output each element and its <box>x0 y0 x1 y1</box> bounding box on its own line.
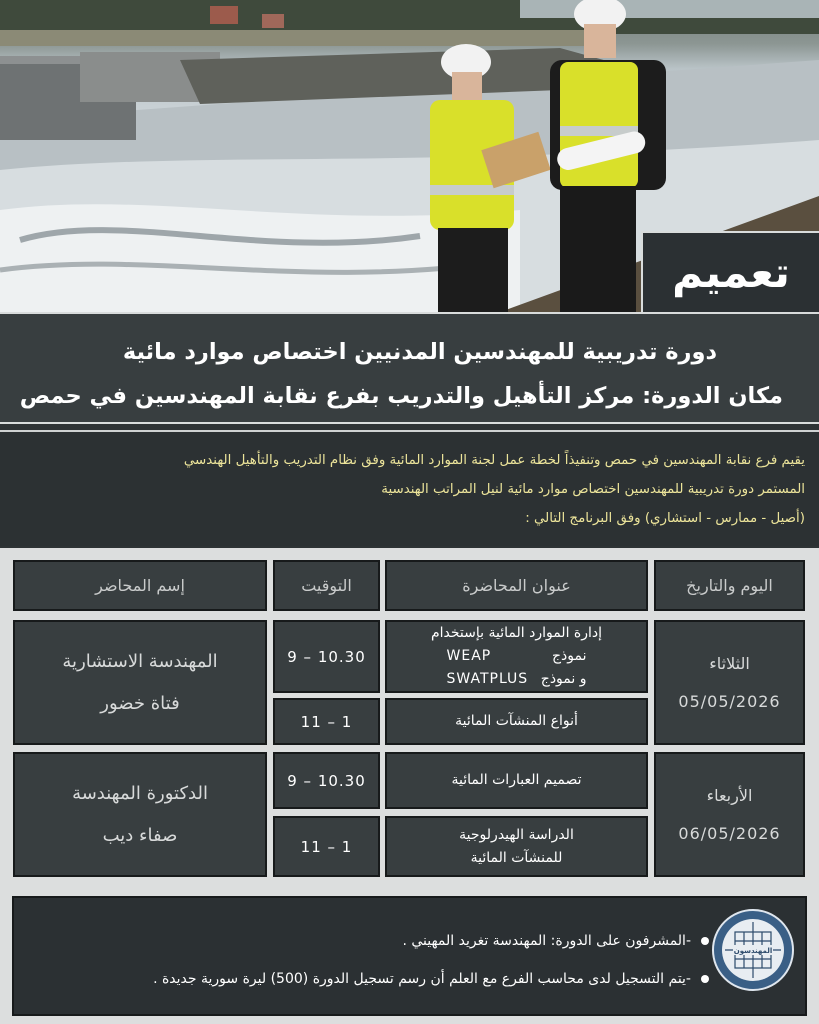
time-cell: 11 – 1 <box>273 816 380 877</box>
lecturer-title: المهندسة الاستشارية <box>62 650 218 672</box>
note-supervisor: -المشرفون على الدورة: المهندسة تغريد المهيني . <box>402 933 691 949</box>
footer-panel <box>12 896 807 1016</box>
intro-line-2: المستمر دورة تدريبية للمهندسين اختصاص موارد مائية لنيل المراتب الهندسية <box>381 482 805 497</box>
intro-line-3: (أصيل - ممارس - استشاري) وفق البرنامج التالي : <box>525 511 805 526</box>
course-location: مكان الدورة: مركز التأهيل والتدريب بفرع نقابة المهندسين في حمص <box>19 383 783 409</box>
topic-line: نموذج <box>552 648 587 664</box>
schedule-table <box>0 548 819 888</box>
header-time: التوقيت <box>273 560 380 611</box>
header-day-date: اليوم والتاريخ <box>654 560 805 611</box>
note-registration: -يتم التسجيل لدى محاسب الفرع مع العلم أن رسم تسجيل الدورة (500) ليرة سورية جديدة . <box>153 971 691 987</box>
day-name: الثلاثاء <box>709 653 750 673</box>
header-topic: عنوان المحاضرة <box>385 560 648 611</box>
topic-cell: أنواع المنشآت المائية <box>385 698 648 745</box>
circular-title: تعميم <box>672 248 790 297</box>
note-item <box>29 960 709 998</box>
bullet-icon <box>701 937 709 945</box>
lecturer-cell <box>13 620 267 745</box>
topic-cell: تصميم العبارات المائية <box>385 752 648 809</box>
day-date-cell <box>654 620 805 745</box>
topic-line: الدراسة الهيدرلوجية <box>459 826 574 843</box>
topic-line: و نموذج <box>540 671 587 687</box>
bullet-icon <box>701 975 709 983</box>
hero-photo <box>0 0 819 312</box>
notes-list <box>29 922 709 998</box>
intro-line-1: يقيم فرع نقابة المهندسين في حمص وتنفيذاً لخطة عمل لجنة الموارد المائية وفق نظام التدريب والتأهيل الهندسي <box>183 453 805 468</box>
time-cell: 11 – 1 <box>273 698 380 745</box>
model-name: WEAP <box>446 648 492 664</box>
topic-cell <box>385 816 648 877</box>
date: 05/05/2026 <box>678 691 781 711</box>
topic-model-row <box>447 668 587 691</box>
note-item <box>29 922 709 960</box>
course-title-band <box>0 312 819 424</box>
lecturer-cell <box>13 752 267 877</box>
seal-text: المهندسون <box>733 947 773 955</box>
intro-paragraph <box>0 430 819 546</box>
lecturer-name: فتاة خضور <box>100 692 180 714</box>
footer-section <box>0 888 819 1024</box>
topic-model-row <box>447 645 587 668</box>
model-name: SWATPLUS <box>446 671 529 687</box>
day-date-cell <box>654 752 805 877</box>
date: 06/05/2026 <box>678 823 781 843</box>
circular-badge <box>641 231 819 312</box>
topic-line: للمنشآت المائية <box>470 849 563 866</box>
lecturer-title: الدكتورة المهندسة <box>72 782 208 804</box>
topic-cell <box>385 620 648 693</box>
lecturer-name: صفاء ديب <box>102 824 178 846</box>
time-cell: 9 – 10.30 <box>273 752 380 809</box>
day-name: الأربعاء <box>706 785 753 805</box>
time-cell: 9 – 10.30 <box>273 620 380 693</box>
course-title: دورة تدريبية للمهندسين المدنيين اختصاص موارد مائية <box>122 339 717 365</box>
topic-line: إدارة الموارد المائية بإستخدام <box>430 625 603 641</box>
syndicate-logo-icon <box>711 908 795 992</box>
header-lecturer: إسم المحاضر <box>13 560 267 611</box>
